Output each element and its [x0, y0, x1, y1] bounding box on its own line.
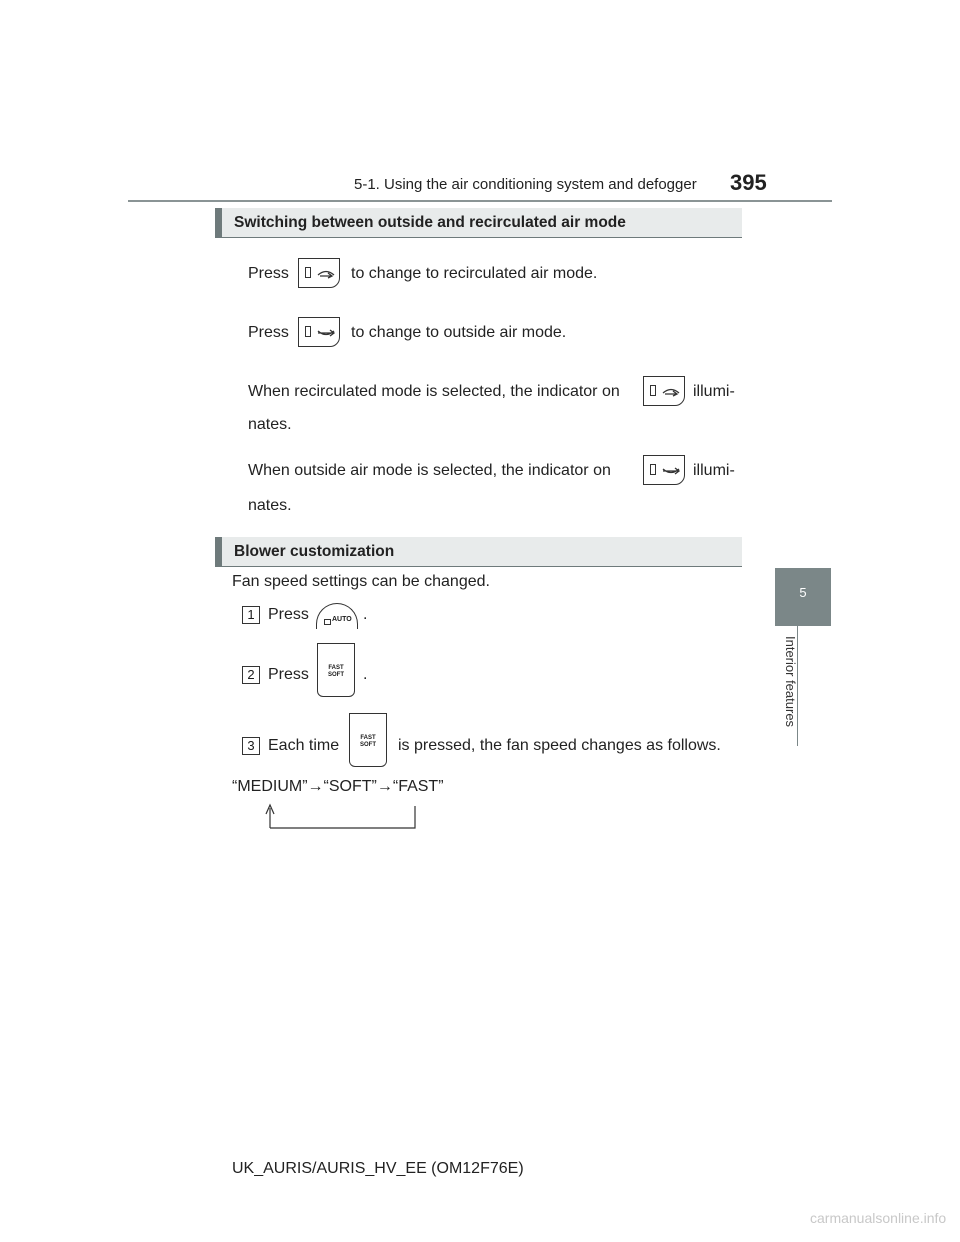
- page-number: 395: [730, 170, 767, 195]
- step-3-text: Each time: [268, 737, 340, 754]
- cycle-arrow-icon: [262, 802, 422, 832]
- recirculation-button-icon: [643, 376, 685, 406]
- outside-indicator-text: When outside air mode is selected, the indicator on: [248, 462, 611, 479]
- chapter-label: Interior features: [783, 636, 798, 728]
- fast-soft-button-icon: [317, 643, 355, 697]
- fan-speed-sequence: “MEDIUM”→“SOFT”→“FAST”: [232, 778, 444, 795]
- press-label: Press: [248, 265, 289, 282]
- section-header: 5-1. Using the air conditioning system and defogger: [354, 176, 697, 193]
- recirc-indicator-text: When recirculated mode is selected, the indicator on: [248, 383, 620, 400]
- step-3-text-cont: is pressed, the fan speed changes as follows.: [398, 737, 721, 754]
- step-2-period: .: [363, 666, 368, 683]
- outside-air-button-icon: [298, 317, 340, 347]
- outside-indicator-text-end: nates.: [248, 497, 292, 514]
- outside-air-button-icon: [643, 455, 685, 485]
- section-heading-air-mode: [215, 208, 742, 238]
- step-1-period: .: [363, 606, 368, 623]
- section-heading-text: Blower customization: [234, 543, 395, 560]
- header-rule: [128, 200, 832, 202]
- auto-button-icon: [316, 603, 358, 629]
- watermark: carmanualsonline.info: [810, 1210, 947, 1226]
- step-number-2: 2: [242, 666, 260, 684]
- step-number-1: 1: [242, 606, 260, 624]
- recirculation-button-icon: [298, 258, 340, 288]
- chapter-number: 5: [799, 585, 807, 600]
- step-1-text: Press: [268, 606, 309, 623]
- auto-button-label: AUTO: [332, 616, 352, 623]
- fast-label: FAST: [360, 735, 376, 741]
- outside-indicator-text-cont: illumi-: [693, 462, 735, 479]
- press-label: Press: [248, 324, 289, 341]
- recirculated-instruction: to change to recirculated air mode.: [351, 265, 598, 282]
- recirc-indicator-text-end: nates.: [248, 416, 292, 433]
- soft-label: SOFT: [328, 672, 344, 678]
- section-heading-text: Switching between outside and recirculated air mode: [234, 214, 626, 231]
- fast-soft-button-icon: [349, 713, 387, 767]
- step-number-3: 3: [242, 737, 260, 755]
- blower-intro: Fan speed settings can be changed.: [232, 573, 490, 590]
- fast-label: FAST: [328, 665, 344, 671]
- step-2-text: Press: [268, 666, 309, 683]
- outside-air-instruction: to change to outside air mode.: [351, 324, 567, 341]
- soft-label: SOFT: [360, 742, 376, 748]
- recirc-indicator-text-cont: illumi-: [693, 383, 735, 400]
- document-footer: UK_AURIS/AURIS_HV_EE (OM12F76E): [232, 1160, 524, 1177]
- section-heading-blower: [215, 537, 742, 567]
